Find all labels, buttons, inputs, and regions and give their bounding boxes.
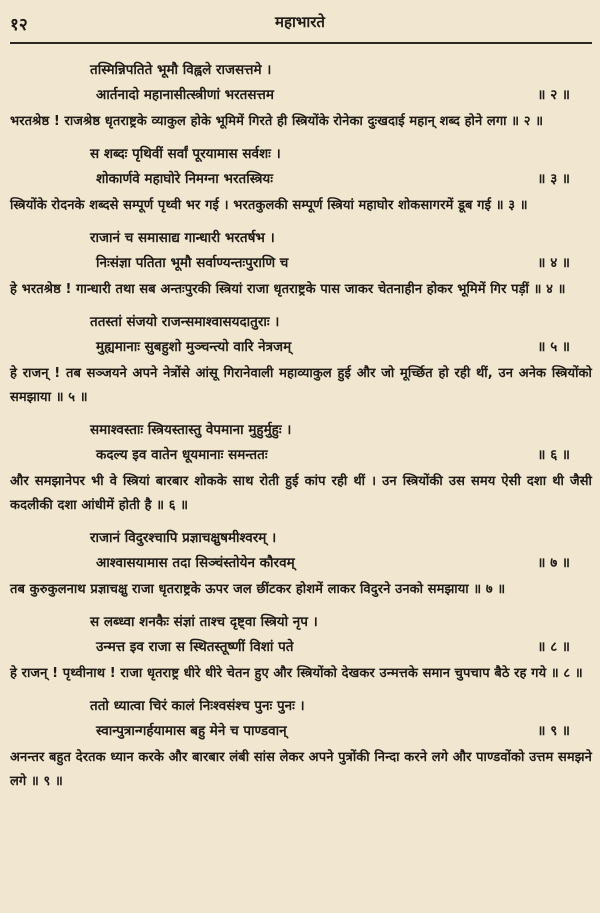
verse-block-3 [10,142,592,218]
verse-number: ॥ ५ ॥ [537,339,570,355]
verse-line-1 [10,526,592,551]
verse-number: ॥ ४ ॥ [537,255,570,271]
verse-line-1 [10,610,592,635]
shloka-text: स शब्दः पृथिवीं सर्वां पूरयामास सर्वशः । [90,146,281,162]
shloka-text: कदल्य इव वातेन धूयमानाः समन्ततः [96,447,268,463]
page-content [10,58,592,802]
shloka-text: शोकार्णवे महाघोरे निमग्ना भरतस्त्रियः [96,171,273,187]
verse-line-1 [10,694,592,719]
verse-line-2 [10,83,592,108]
verse-block-4 [10,226,592,302]
verse-number: ॥ ९ ॥ [537,723,570,739]
shloka-text: निःसंज्ञा पतिता भूमौ सर्वाण्यन्तःपुराणि च [96,255,289,271]
verse-line-2 [10,635,592,660]
verse-line-2 [10,167,592,192]
translation-paragraph: तब कुरुकुलनाथ प्रज्ञाचक्षु राजा धृतराष्ट्रके ऊपर जल छींटकर होशमें लाकर विदुरने उनको समझाया ॥ ७ ॥ [10,582,506,597]
shloka-text: आश्वासयामास तदा सिञ्चंस्तोयेन कौरवम् [96,555,295,571]
verse-block-9 [10,694,592,794]
verse-line-1 [10,226,592,251]
verse-number: ॥ २ ॥ [537,87,570,103]
running-title: महाभारते [275,13,325,31]
shloka-text: उन्मत्त इव राजा स स्थितस्तूष्णीं विशां पते [96,639,294,655]
translation-paragraph: और समझानेपर भी वे स्त्रियां बारबार शोकके साथ रोती हुई कांप रही थीं । उन स्त्रियोंकी उस समय ऐसी दशा थी जैसी कदलीकी दशा आंधीमें होती है ॥ ६ ॥ [10,474,592,513]
translation-paragraph: हे भरतश्रेष्ठ ! गान्धारी तथा सब अन्तःपुरकी स्त्रियां राजा धृतराष्ट्रके पास जाकर चेतनाहीन होकर भूमिमें गिर पड़ीं ॥ ४ ॥ [10,282,566,297]
translation-paragraph: हे राजन् ! पृथ्वीनाथ ! राजा धृतराष्ट्र धीरे धीरे चेतन हुए और स्त्रियोंको देखकर उन्मत्तके समान चुपचाप बैठे रह गये ॥ ८ ॥ [10,666,583,681]
shloka-text: ततो ध्यात्वा चिरं कालं निःश्वसंश्च पुनः पुनः । [90,698,305,714]
page-header [0,0,600,44]
verse-number: ॥ ३ ॥ [537,171,570,187]
verse-number: ॥ ८ ॥ [537,639,570,655]
verse-line-2 [10,719,592,744]
shloka-text: मुह्यमानाः सुबहुशो मुञ्चन्त्यो वारि नेत्रजम् [96,339,292,355]
page-number: १२ [10,15,28,35]
translation-paragraph: अनन्तर बहुत देरतक ध्यान करके और बारबार लंबी सांस लेकर अपने पुत्रोंकी निन्दा करने लगे और पाण्डवोंको उत्तम समझने लगे ॥ ९ ॥ [10,750,592,789]
shloka-text: आर्तनादो महानासीत्स्त्रीणां भरतसत्तम [96,87,274,103]
verse-line-1 [10,58,592,83]
shloka-text: राजानं च समासाद्य गान्धारी भरतर्षभ । [90,230,275,246]
verse-line-2 [10,551,592,576]
shloka-text: स लब्ध्वा शनकैः संज्ञां ताश्च दृष्ट्वा स्त्रियो नृप । [90,614,318,630]
verse-block-6 [10,418,592,518]
verse-number: ॥ ७ ॥ [537,555,570,571]
verse-block-8 [10,610,592,686]
verse-block-2 [10,58,592,134]
verse-number: ॥ ६ ॥ [537,447,570,463]
shloka-text: समाश्वस्ताः स्त्रियस्तास्तु वेपमाना मुहुर्मुहुः । [90,422,292,438]
verse-line-2 [10,251,592,276]
header-rule [10,42,592,44]
shloka-text: ततस्तां संजयो राजन्समाश्वासयदातुराः । [90,314,280,330]
verse-line-2 [10,335,592,360]
verse-block-5 [10,310,592,410]
translation-paragraph: स्त्रियोंके रोदनके शब्दसे सम्पूर्ण पृथ्वी भर गई । भरतकुलकी सम्पूर्ण स्त्रियां महाघोर शोकसागरमें डूब गई ॥ ३ ॥ [10,198,528,213]
shloka-text: तस्मिन्निपतिते भूमौ विह्वले राजसत्तमे । [90,62,272,78]
translation-paragraph: भरतश्रेष्ठ ! राजश्रेष्ठ धृतराष्ट्रके व्याकुल होके भूमिमें गिरते ही स्त्रियोंके रोनेका दुःखदाई महान् शब्द होने लगा ॥ २ ॥ [10,114,544,129]
verse-line-2 [10,443,592,468]
verse-line-1 [10,418,592,443]
translation-paragraph: हे राजन् ! तब सञ्जयने अपने नेत्रोंसे आंसू गिरानेवाली महाव्याकुल हुई और जो मूर्च्छित हो रही थीं, उन अनेक स्त्रियोंको समझाया ॥ ५ ॥ [10,366,592,405]
shloka-text: स्वान्पुत्रान्गर्हयामास बहु मेने च पाण्डवान् [96,723,287,739]
verse-block-7 [10,526,592,602]
shloka-text: राजानं विदुरश्चापि प्रज्ञाचक्षुषमीश्वरम् । [90,530,277,546]
verse-line-1 [10,142,592,167]
verse-line-1 [10,310,592,335]
